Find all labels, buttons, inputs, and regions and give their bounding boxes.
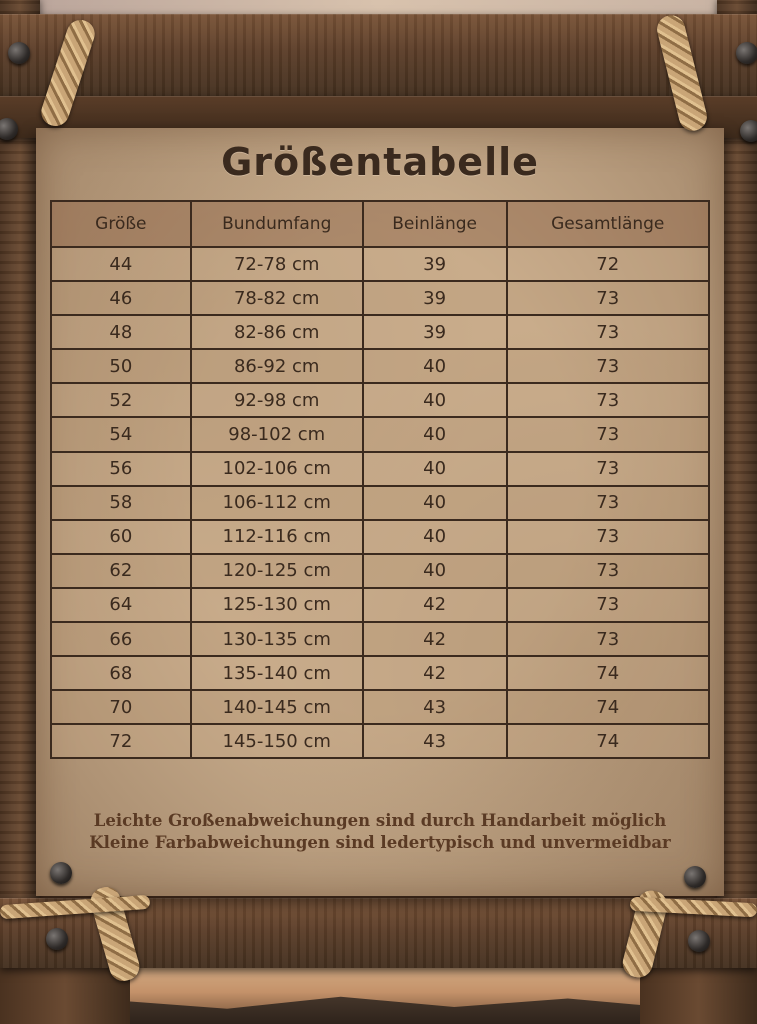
cell-size: 70 (51, 690, 191, 724)
parchment-sign (36, 128, 724, 896)
wood-beam-top (0, 14, 757, 96)
cell-size: 68 (51, 656, 191, 690)
page-title: Größentabelle (221, 140, 539, 184)
table-row (51, 656, 709, 690)
cell-length: 73 (507, 281, 710, 315)
cell-inseam: 40 (363, 520, 507, 554)
cell-inseam: 42 (363, 588, 507, 622)
cell-length: 73 (507, 452, 710, 486)
table-row (51, 622, 709, 656)
table-header-row (51, 201, 709, 247)
cell-inseam: 43 (363, 690, 507, 724)
cell-waist: 135-140 cm (191, 656, 363, 690)
cell-waist: 82-86 cm (191, 315, 363, 349)
cell-size: 72 (51, 724, 191, 758)
cell-length: 73 (507, 622, 710, 656)
table-row (51, 452, 709, 486)
wood-post-left (0, 0, 40, 1024)
table-row (51, 417, 709, 451)
cell-size: 46 (51, 281, 191, 315)
table-row (51, 520, 709, 554)
note-line-2: Kleine Farbabweichungen sind ledertypisch und unvermeidbar (89, 833, 671, 852)
cell-inseam: 40 (363, 383, 507, 417)
table-row (51, 349, 709, 383)
cell-waist: 145-150 cm (191, 724, 363, 758)
cell-waist: 102-106 cm (191, 452, 363, 486)
cell-length: 74 (507, 656, 710, 690)
cell-inseam: 40 (363, 486, 507, 520)
cell-length: 73 (507, 486, 710, 520)
cell-waist: 125-130 cm (191, 588, 363, 622)
cell-inseam: 40 (363, 452, 507, 486)
cell-length: 73 (507, 315, 710, 349)
cell-size: 56 (51, 452, 191, 486)
table-row (51, 724, 709, 758)
cell-length: 73 (507, 349, 710, 383)
cell-size: 64 (51, 588, 191, 622)
cell-length: 72 (507, 247, 710, 281)
cell-length: 73 (507, 520, 710, 554)
cell-length: 73 (507, 588, 710, 622)
cell-size: 62 (51, 554, 191, 588)
cell-length: 74 (507, 724, 710, 758)
nail-icon (740, 120, 757, 142)
nail-icon (684, 866, 706, 888)
cell-size: 54 (51, 417, 191, 451)
cell-inseam: 42 (363, 622, 507, 656)
header-gesamtlaenge: Gesamtlänge (507, 201, 710, 247)
table-row (51, 554, 709, 588)
header-bundumfang: Bundumfang (191, 201, 363, 247)
wood-post-bottom-right (640, 960, 757, 1024)
nail-icon (46, 928, 68, 950)
table-row (51, 588, 709, 622)
cell-size: 60 (51, 520, 191, 554)
cell-length: 73 (507, 554, 710, 588)
cell-waist: 92-98 cm (191, 383, 363, 417)
cell-waist: 130-135 cm (191, 622, 363, 656)
cell-length: 73 (507, 383, 710, 417)
notes (36, 810, 724, 854)
nail-icon (8, 42, 30, 64)
cell-waist: 78-82 cm (191, 281, 363, 315)
cell-inseam: 40 (363, 417, 507, 451)
cell-waist: 72-78 cm (191, 247, 363, 281)
cell-size: 52 (51, 383, 191, 417)
cell-inseam: 42 (363, 656, 507, 690)
cell-size: 58 (51, 486, 191, 520)
table-row (51, 690, 709, 724)
cell-size: 44 (51, 247, 191, 281)
table-row (51, 281, 709, 315)
cell-inseam: 43 (363, 724, 507, 758)
cell-inseam: 40 (363, 554, 507, 588)
cell-size: 50 (51, 349, 191, 383)
header-groesse: Größe (51, 201, 191, 247)
cell-inseam: 39 (363, 281, 507, 315)
nail-icon (688, 930, 710, 952)
table-row (51, 315, 709, 349)
table-row (51, 247, 709, 281)
size-table (50, 200, 710, 759)
cell-inseam: 40 (363, 349, 507, 383)
nail-icon (50, 862, 72, 884)
cell-waist: 112-116 cm (191, 520, 363, 554)
cell-size: 66 (51, 622, 191, 656)
cell-size: 48 (51, 315, 191, 349)
header-beinlaenge: Beinlänge (363, 201, 507, 247)
cell-waist: 106-112 cm (191, 486, 363, 520)
cell-waist: 86-92 cm (191, 349, 363, 383)
cell-waist: 120-125 cm (191, 554, 363, 588)
nail-icon (736, 42, 757, 64)
table-row (51, 383, 709, 417)
table-row (51, 486, 709, 520)
cell-length: 73 (507, 417, 710, 451)
cell-waist: 140-145 cm (191, 690, 363, 724)
note-line-1: Leichte Großenabweichungen sind durch Handarbeit möglich (93, 811, 667, 830)
cell-length: 74 (507, 690, 710, 724)
cell-waist: 98-102 cm (191, 417, 363, 451)
cell-inseam: 39 (363, 315, 507, 349)
cell-inseam: 39 (363, 247, 507, 281)
